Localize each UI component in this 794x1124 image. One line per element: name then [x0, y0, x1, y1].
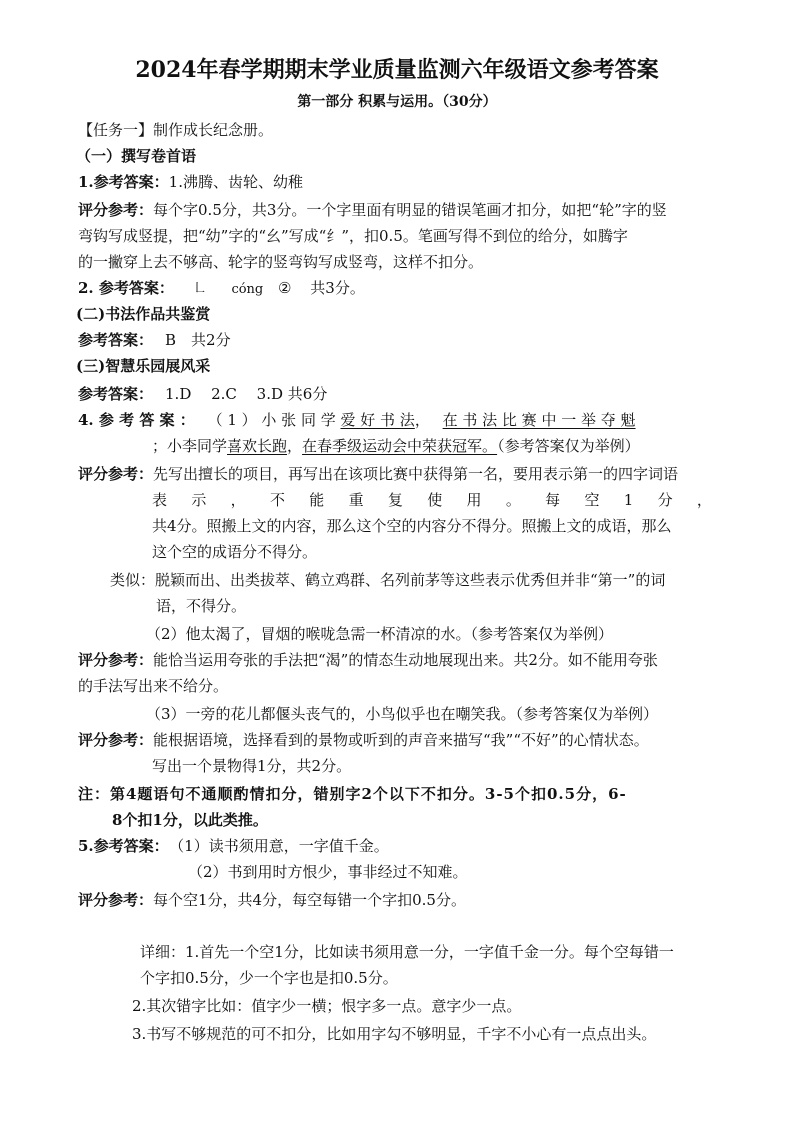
q1-answer-line	[78, 172, 303, 192]
q5-answer-1: （1）读书须用意，一字值千金。	[176, 837, 389, 855]
q2-stroke: ㇗	[192, 281, 207, 297]
q4-3-grade-line-2: 写出一个景物得1分，共2分。	[152, 757, 352, 775]
q4-1-comma: ，	[414, 411, 430, 429]
q4-answer-line-1	[78, 410, 636, 430]
q2-answer-line	[78, 278, 365, 300]
part-heading: 第一部分 积累与运用。（30分）	[297, 94, 497, 110]
q4-2-blank-1: 喜欢长跑	[227, 437, 288, 455]
task-heading: 【任务一】制作成长纪念册。	[78, 121, 274, 139]
page-title: 2024年春学期期末学业质量监测六年级语文参考答案	[135, 57, 659, 83]
q1-grade-label: 评分参考：	[78, 201, 154, 219]
q4-2-grade-line-2: 的手法写出来不给分。	[78, 677, 229, 695]
q4-grade-word: ，	[696, 491, 712, 509]
q4-grade-label: 评分参考：	[78, 465, 154, 483]
q4-3-grade-label: 评分参考：	[78, 731, 154, 749]
section-heading-2: (二)书法作品共鉴赏	[76, 305, 211, 323]
q5-grade-label: 评分参考：	[78, 891, 154, 909]
q5-answer-2: （2）书到用时方恨少，事非经过不知难。	[188, 863, 468, 881]
q2-label: 2. 参考答案：	[78, 279, 174, 297]
q1-grade-text-1: 每个字0.5分，共3分。一个字里面有明显的错误笔画才扣分，如把“轮”字的竖	[153, 201, 667, 219]
q4-grade-word: 复	[387, 491, 403, 509]
q4-2-grade-label: 评分参考：	[78, 651, 154, 669]
q4-grade-word: 每	[545, 491, 561, 509]
section-heading-1: （一）撰写卷首语	[76, 147, 197, 165]
q1-answer: 1.沸腾、齿轮、幼稚	[168, 173, 303, 191]
q4-grade-word: ，	[230, 491, 246, 509]
q4-similar-line-1: 类似：脱颖而出、出类拔萃、鹤立鸡群、名列前茅等这些表示优秀但并非“第一”的词	[110, 571, 666, 589]
q4-1-prefix: （ 1 ） 小 张 同 学	[207, 411, 336, 429]
q4-grade-word: 空	[584, 491, 600, 509]
q4-grade-word: 。	[505, 491, 521, 509]
q5-answer-line-1	[78, 836, 389, 856]
sec2-label: 参考答案：	[78, 331, 154, 349]
q4-3-grade-line-1	[78, 730, 649, 750]
q4-2-grade-text: 能恰当运用夸张的手法把“渴”的情态生动地展现出来。共2分。如不能用夸张	[153, 651, 658, 669]
sec3-answer-line	[78, 384, 327, 404]
sec3-label: 参考答案：	[78, 385, 154, 403]
sec2-answer: B 共2分	[165, 331, 231, 349]
q4-grade-text-1: 先写出擅长的项目，再写出在该项比赛中获得第一名，要用表示第一的四字词语	[153, 465, 679, 483]
note-line-1: 注：第4题语句不通顺酌情扣分，错别字2个以下不扣分。3-5个扣0.5分，6-	[78, 785, 627, 803]
sec3-answer: 1.D 2.C 3.D 共6分	[165, 385, 328, 403]
q4-1-blank-2: 在 书 法 比 赛 中 一 举 夺 魁	[442, 411, 636, 429]
q4-answer-line-2	[152, 436, 640, 456]
q2-score: 共3分。	[310, 279, 365, 297]
q4-grade-line-2	[152, 490, 712, 510]
detail-line-2: 个字扣0.5分，少一个字也是扣0.5分。	[140, 969, 398, 987]
q4-grade-word: 不	[269, 491, 285, 509]
q4-grade-line-4: 这个空的成语分不得分。	[152, 543, 318, 561]
q2-pinyin: cóng	[231, 282, 264, 297]
q4-2-grade-line-1	[78, 650, 658, 670]
detail-line-3: 2.其次错字比如：值字少一横；恨字多一点。意字少一点。	[132, 997, 522, 1015]
q4-grade-word: 示	[191, 491, 207, 509]
q5-label: 5.参考答案：	[78, 837, 169, 855]
q4-grade-word: 1	[623, 491, 634, 509]
q5-grade-text: 每个空1分，共4分，每空每错一个字扣0.5分。	[153, 891, 466, 909]
q4-grade-line-1	[78, 464, 678, 484]
q1-grade-line-2: 弯钩写成竖提，把“幼”字的“幺”写成“纟”，扣0.5。笔画写得不到位的给分，如腾字	[78, 227, 628, 245]
q4-grade-word: 用	[466, 491, 482, 509]
q4-grade-word: 分	[657, 491, 673, 509]
q1-grade-line-3: 的一撇穿上去不够高、轮字的竖弯钩写成竖弯，这样不扣分。	[78, 253, 484, 271]
q4-2-answer: （2）他太渴了，冒烟的喉咙急需一杯清凉的水。（参考答案仅为举例）	[146, 625, 614, 643]
section-heading-3: (三)智慧乐园展风采	[76, 357, 211, 375]
q4-similar-line-2: 语，不得分。	[156, 597, 247, 615]
q5-grade-line	[78, 890, 466, 910]
sec2-answer-line	[78, 330, 231, 350]
q4-grade-word: 使	[427, 491, 443, 509]
q4-2-blank-2: 在春季级运动会中荣获冠军。	[302, 437, 498, 455]
q4-grade-word: 重	[348, 491, 364, 509]
detail-line-1: 详细：1.首先一个空1分，比如读书须用意一分，一字值千金一分。每个空每错一	[140, 943, 674, 961]
q4-label: 4. 参 考 答 案 ：	[78, 411, 195, 429]
q4-3-answer: （3）一旁的花儿都偃头丧气的，小鸟似乎也在嘲笑我。（参考答案仅为举例）	[146, 705, 659, 723]
q4-3-grade-text: 能根据语境，选择看到的景物或听到的声音来描写“我”“不好”的心情状态。	[153, 731, 649, 749]
q4-1-blank-1: 爱 好 书 法	[340, 411, 415, 429]
note-line-2: 8个扣1分，以此类推。	[112, 811, 268, 829]
q1-grade-line-1	[78, 200, 667, 220]
q4-example-note: （参考答案仅为举例）	[497, 437, 640, 455]
q4-grade-line-3: 共4分。照搬上文的内容，那么这个空的内容分不得分。照搬上文的成语，那么	[152, 517, 672, 535]
q1-label: 1.参考答案：	[78, 173, 169, 191]
q4-2-prefix: ；小李同学	[152, 437, 228, 455]
detail-line-4: 3.书写不够规范的可不扣分，比如用字勾不够明显，千字不小心有一点点出头。	[132, 1025, 657, 1043]
q4-grade-word: 表	[152, 491, 168, 509]
q2-choice: ②	[278, 279, 292, 297]
q4-2-comma: ，	[287, 437, 303, 455]
q4-grade-word: 能	[309, 491, 325, 509]
